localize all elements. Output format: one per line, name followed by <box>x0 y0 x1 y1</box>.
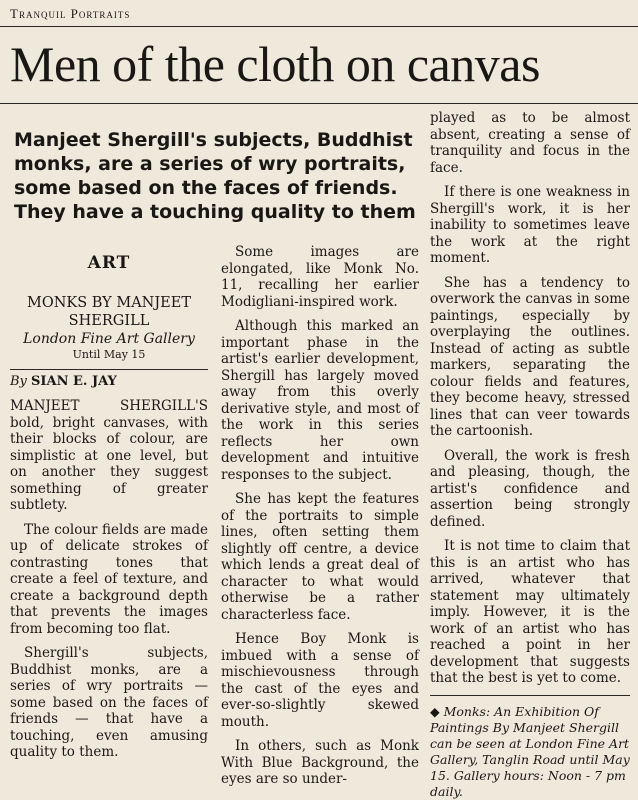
paragraph: If there is one weakness in Shergill's work, it is her inability to sometimes leave the work at the right moment. <box>430 184 630 266</box>
headline-rule <box>0 103 638 104</box>
column-3 <box>430 110 630 800</box>
paragraph: MANJEET SHERGILL'S bold, bright canvases, with their blocks of colour, are simplistic at one level, but on another they suggest something of greater subtlety. <box>10 398 208 513</box>
paragraph: Although this marked an important phase in the artist's earlier development, Shergill has largely moved away from this overly derivative style, and most of the work in this series reflects her own development and intuitive responses to the subject. <box>221 318 419 483</box>
paragraph: It is not time to claim that this is an artist who has arrived, whatever that statement may ultimately imply. However, it is the work of an artist who has reached a point in her development that suggests that the best is yet to come. <box>430 538 630 686</box>
section-label: ART <box>87 253 131 273</box>
paragraph: Overall, the work is fresh and pleasing, though, the artist's confidence and assertion being strongly defined. <box>430 447 630 530</box>
column-2 <box>221 244 419 796</box>
paragraph: She has a tendency to overwork the canvas in some paintings, especially by overplaying the outlines. Instead of acting as subtle markers, separating the colour fields and features, they become heavy, stressed lines that can veer towards the cartoonish. <box>430 274 630 439</box>
review-info <box>10 255 208 361</box>
paragraph: Some images are elongated, like Monk No. 11, recalling her earlier Modigliani-inspired work. <box>221 244 419 310</box>
paragraph: The colour fields are made up of delicate strokes of contrasting tones that create a feel of texture, and create a background depth that prevents the images from becoming too flat. <box>10 521 208 637</box>
paragraph: In others, such as Monk With Blue Background, the eyes are so under- <box>221 738 419 787</box>
author-name: SIAN E. JAY <box>31 373 117 389</box>
headline: Men of the cloth on canvas <box>10 36 540 92</box>
top-rule <box>0 26 638 27</box>
byline-prefix: By <box>10 373 27 389</box>
exhibition-info-box: ◆ Monks: An Exhibition Of Paintings By Manjeet Shergill can be seen at London Fine Art Gallery, Tanglin Road until May 15. Gallery hours: Noon - 7 pm daily. <box>430 695 630 800</box>
paragraph: played as to be almost absent, creating a sense of tranquility and focus in the face. <box>430 110 630 176</box>
venue: London Fine Art Gallery <box>23 330 195 347</box>
byline <box>10 369 208 391</box>
section-kicker: Tranquil Portraits <box>10 6 131 21</box>
paragraph: Hence Boy Monk is imbued with a sense of mischievousness through the cast of the eyes and ever-so-slightly skewed mouth. <box>221 631 419 730</box>
column-1 <box>10 255 208 769</box>
paragraph: She has kept the features of the portraits to simple lines, often setting them slightly off centre, a device which lends a great deal of character to what would otherwise be a rather characterless face. <box>221 491 419 623</box>
exhibition-title: MONKS BY MANJEET SHERGILL <box>26 294 192 329</box>
standfirst: Manjeet Shergill's subjects, Buddhist monks, are a series of wry portraits, some based on the faces of friends. They have a touching quality to them <box>14 129 416 223</box>
paragraph: Shergill's subjects, Buddhist monks, are a series of wry portraits — some based on the faces of friends — that have a touching, even amusing quality to them. <box>10 645 208 760</box>
run-dates: Until May 15 <box>72 347 146 361</box>
